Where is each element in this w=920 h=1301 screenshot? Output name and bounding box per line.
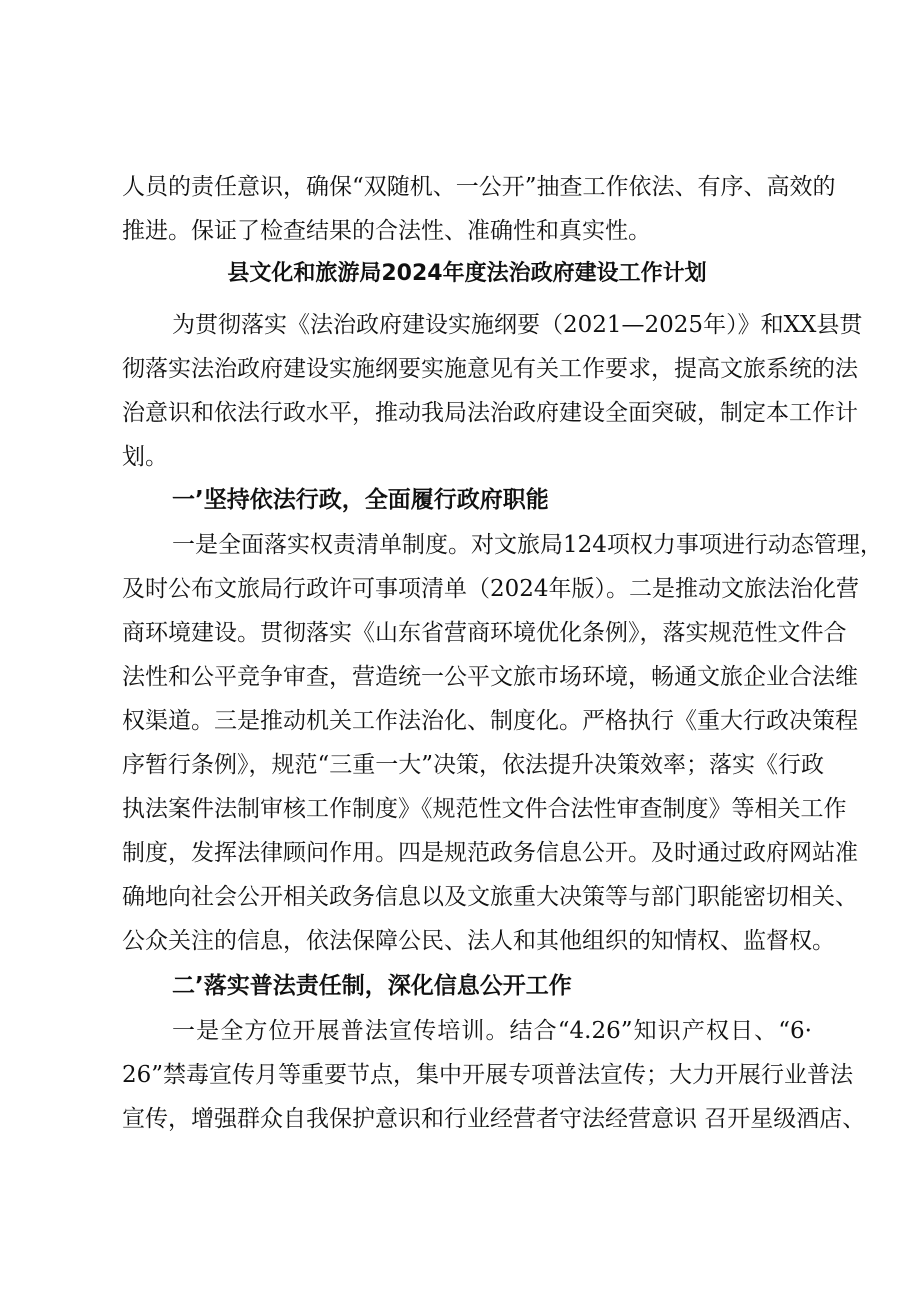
section1-line: 序暂行条例》，规范“三重一大”决策，依法提升决策效率；落实《行政	[122, 752, 825, 778]
section1-line: 权渠道。三是推动机关工作法治化、制度化。严格执行《重大行政决策程	[122, 708, 858, 734]
section2-line: 宣传，增强群众自我保护意识和行业经营者守法经营意识 召开星级酒店、	[122, 1106, 866, 1132]
preamble-line: 彻落实法治政府建设实施纲要实施意见有关工作要求，提高文旅系统的法	[122, 356, 858, 382]
section1-line: 执法案件法制审核工作制度》《规范性文件合法性审查制度》等相关工作	[122, 796, 847, 822]
section2-line: 26”禁毒宣传月等重要节点，集中开展专项普法宣传；大力开展行业普法	[122, 1062, 854, 1088]
section1-line: 公众关注的信息，依法保障公民、法人和其他组织的知情权、监督权。	[122, 928, 835, 954]
section-heading-1: 一’坚持依法行政，全面履行政府职能	[172, 487, 549, 513]
section1-line: 法性和公平竞争审查，营造统一公平文旅市场环境，畅通文旅企业合法维	[122, 664, 858, 690]
section1-line: 及时公布文旅局行政许可事项清单（2024年版）。二是推动文旅法治化营	[122, 576, 860, 602]
section1-line: 确地向社会公开相关政务信息以及文旅重大决策等与部门职能密切相关、	[122, 884, 858, 910]
intro-line: 推进。保证了检查结果的合法性、准确性和真实性。	[122, 218, 651, 244]
preamble-line: 划。	[122, 444, 168, 470]
section2-line: 一是全方位开展普法宣传培训。结合“4.26”知识产权日、“6·	[172, 1018, 812, 1044]
preamble-line: 为贯彻落实《法治政府建设实施纲要（2021—2025年）》和XX县贯	[172, 312, 863, 338]
section1-line: 制度，发挥法律顾问作用。四是规范政务信息公开。及时通过政府网站准	[122, 840, 858, 866]
preamble-line: 治意识和依法行政水平，推动我局法治政府建设全面突破，制定本工作计	[122, 400, 858, 426]
section1-line: 商环境建设。贯彻落实《山东省营商环境优化条例》，落实规范性文件合	[122, 620, 847, 646]
intro-line: 人员的责任意识，确保“双随机、一公开”抽查工作依法、有序、高效的	[122, 174, 836, 200]
document-title: 县文化和旅游局2024年度法治政府建设工作计划	[227, 261, 707, 286]
section-heading-2: 二’落实普法责任制，深化信息公开工作	[172, 973, 572, 999]
section1-line: 一是全面落实权责清单制度。对文旅局124项权力事项进行动态管理，	[172, 532, 883, 558]
